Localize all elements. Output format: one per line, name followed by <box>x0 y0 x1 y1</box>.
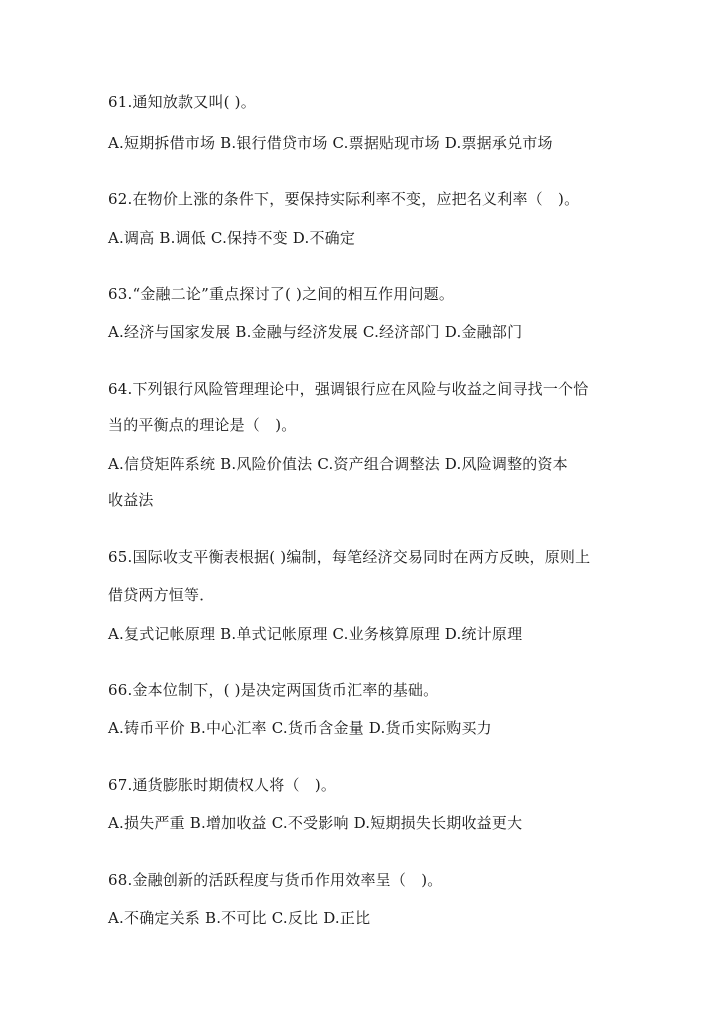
question-64-stem-line1: 64.下列银行风险管理理论中，强调银行应在风险与收益之间寻找一个恰 <box>108 380 589 398</box>
question-64-options-line2: 收益法 <box>108 491 154 509</box>
question-62-stem: 62.在物价上涨的条件下，要保持实际利率不变，应把名义利率（ )。 <box>108 190 580 208</box>
question-67-options: A.损失严重 B.增加收益 C.不受影响 D.短期损失长期收益更大 <box>108 814 523 832</box>
question-66-options: A.铸币平价 B.中心汇率 C.货币含金量 D.货币实际购买力 <box>108 719 492 737</box>
question-63-options: A.经济与国家发展 B.金融与经济发展 C.经济部门 D.金融部门 <box>108 323 523 341</box>
question-63-stem: 63.“金融二论”重点探讨了( )之间的相互作用问题。 <box>108 285 455 303</box>
question-62-options: A.调高 B.调低 C.保持不变 D.不确定 <box>108 229 356 247</box>
question-65-options: A.复式记帐原理 B.单式记帐原理 C.业务核算原理 D.统计原理 <box>108 625 523 643</box>
question-61-options: A.短期拆借市场 B.银行借贷市场 C.票据贴现市场 D.票据承兑市场 <box>108 134 553 152</box>
question-68-options: A.不确定关系 B.不可比 C.反比 D.正比 <box>108 909 371 927</box>
question-65-stem-line2: 借贷两方恒等． <box>108 586 215 604</box>
question-68-stem: 68.金融创新的活跃程度与货币作用效率呈（ )。 <box>108 871 443 889</box>
question-66-stem: 66.金本位制下，( )是决定两国货币汇率的基础。 <box>108 681 439 699</box>
question-61-stem: 61.通知放款又叫( )。 <box>108 93 256 111</box>
question-64-options-line1: A.信贷矩阵系统 B.风险价值法 C.资产组合调整法 D.风险调整的资本 <box>108 455 568 473</box>
question-64-stem-line2: 当的平衡点的理论是（ )。 <box>108 416 297 434</box>
question-67-stem: 67.通货膨胀时期债权人将（ )。 <box>108 776 337 794</box>
question-65-stem-line1: 65.国际收支平衡表根据( )编制，每笔经济交易同时在两方反映，原则上 <box>108 548 591 566</box>
